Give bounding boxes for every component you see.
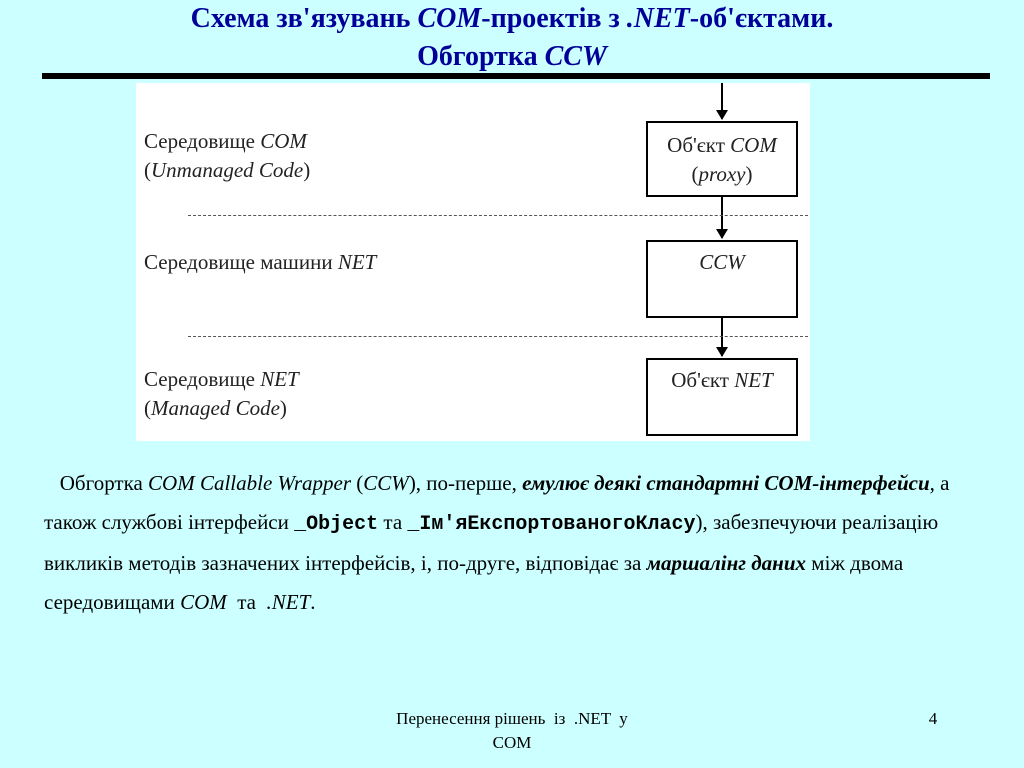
box-net-object [646, 358, 798, 436]
box-text: ) [745, 162, 753, 186]
title-text-com: COM [417, 3, 482, 34]
title-line-1 [0, 0, 1024, 38]
box-text: COM [730, 133, 777, 157]
footer-line: COM [492, 733, 532, 752]
title-text: -об'єктами. [689, 3, 834, 34]
para-text: ), забезпечуючи реалізацію викликів методів зазначених інтерфейсів, і, по-друге, відповідає за [44, 509, 939, 575]
title-line-2 [0, 38, 1024, 76]
title-text: Схема зв'язувань [190, 3, 418, 34]
env-text: Середовище [144, 129, 261, 153]
para-text: . [310, 589, 316, 614]
para-text: ( [351, 471, 364, 495]
para-text: та [226, 589, 267, 614]
interface-name-class: _Ім'яЕкспортованогоКласу [407, 512, 696, 536]
para-text: CCW [363, 471, 409, 495]
para-emphasis: емулює деякі стандартні COM-інтерфейси [522, 471, 930, 495]
title-underline [42, 73, 990, 79]
env-text: Managed Code [151, 396, 280, 420]
page-number: 4 [928, 709, 938, 728]
footer-line: Перенесення рішень із .NET у [396, 709, 628, 728]
env-label-com [144, 127, 310, 185]
para-text: COM Callable Wrapper [148, 471, 352, 495]
env-text: ( [144, 396, 151, 420]
title-text: -проектів з [481, 3, 627, 34]
env-text: ( [144, 158, 151, 182]
separator-machine-net [188, 336, 808, 337]
para-text: та [378, 509, 408, 534]
box-text: Об'єкт [667, 133, 731, 157]
description-paragraph [44, 464, 984, 621]
env-label-machine [144, 248, 376, 277]
separator-com-machine [188, 215, 808, 216]
box-ccw [646, 240, 798, 318]
title-text: Обгортка [417, 41, 545, 72]
para-emphasis: маршалінг даних [646, 551, 807, 575]
ccw-diagram [136, 83, 810, 441]
box-text: proxy [698, 162, 746, 186]
env-text: Середовище машини [144, 250, 338, 274]
slide-footer [362, 707, 662, 755]
para-text: .NET [266, 589, 311, 614]
title-text-ccw: CCW [544, 41, 607, 72]
box-text: NET [734, 368, 773, 392]
env-text: Unmanaged Code [151, 158, 304, 182]
env-text: NET [337, 250, 377, 274]
env-text: COM [260, 129, 307, 153]
env-label-net [144, 365, 299, 423]
env-text: ) [279, 396, 287, 420]
title-text-net: .NET [626, 3, 690, 34]
para-text: , а також службові інтерфейси [44, 471, 950, 534]
interface-name-object: _Object [294, 512, 379, 536]
slide-title [0, 0, 1024, 76]
box-text: Об'єкт [671, 368, 735, 392]
box-text: CCW [699, 250, 745, 274]
para-text: Обгортка [59, 471, 149, 495]
para-text: COM [180, 589, 227, 614]
box-com-object [646, 121, 798, 197]
env-text: NET [260, 367, 299, 391]
para-text: ), по-перше, [408, 471, 523, 495]
env-text: ) [303, 158, 311, 182]
env-text: Середовище [144, 367, 261, 391]
box-text: ( [691, 162, 699, 186]
para-text: між двома середовищами [44, 551, 904, 614]
